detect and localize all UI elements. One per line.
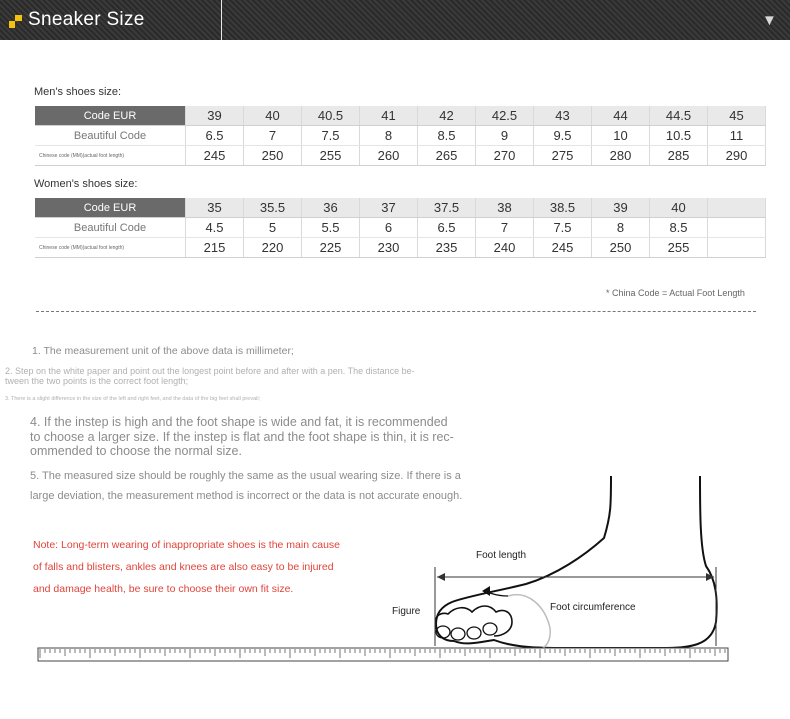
size-cell: 8.5 (650, 218, 708, 238)
size-cell: 36 (302, 198, 360, 218)
size-cell: 275 (534, 146, 592, 166)
men-size-table (35, 106, 766, 166)
tip-5: 5. The measured size should be roughly the same as the usual wearing size. If there is a large deviation, the measurement method is incorrect or the data is not accurate enough. (30, 470, 463, 502)
warning-line-3: and damage health, be sure to choose their own fit size. (33, 583, 294, 595)
size-cell: 235 (418, 238, 476, 258)
figure-label: Figure (392, 606, 421, 617)
size-cell: 255 (650, 238, 708, 258)
size-cell: 39 (186, 106, 244, 126)
size-cell: 42.5 (476, 106, 534, 126)
tip-3: 3. There is a slight difference in the size of the left and right feet, and the data of the big feet shall prevail; (5, 396, 261, 402)
size-cell: 5.5 (302, 218, 360, 238)
foot-circumference-label: Foot circumference (550, 602, 636, 613)
size-cell (708, 238, 766, 258)
size-cell: 8 (592, 218, 650, 238)
size-cell: 39 (592, 198, 650, 218)
women-size-table (35, 198, 766, 258)
size-cell: 35.5 (244, 198, 302, 218)
dashed-divider (36, 311, 756, 312)
foot-length-label: Foot length (476, 550, 527, 561)
women-section-title: Women's shoes size: (34, 178, 138, 190)
size-cell: 40.5 (302, 106, 360, 126)
size-cell: 245 (186, 146, 244, 166)
row-label-chinese: Chinese code (MM)(actual foot length) (35, 146, 186, 166)
size-cell: 11 (708, 126, 766, 146)
row-label-eur: Code EUR (35, 106, 186, 126)
row-label-eur: Code EUR (35, 198, 186, 218)
table-row (35, 238, 766, 258)
size-cell (708, 198, 766, 218)
warning-line-2: of falls and blisters, ankles and knees are also easy to be injured (33, 561, 334, 573)
size-cell: 215 (186, 238, 244, 258)
size-cell: 255 (302, 146, 360, 166)
size-cell: 9 (476, 126, 534, 146)
size-cell: 40 (244, 106, 302, 126)
header-divider (221, 0, 222, 40)
triangle-down-icon[interactable]: ▼ (762, 12, 777, 29)
size-cell: 220 (244, 238, 302, 258)
size-cell: 45 (708, 106, 766, 126)
size-cell: 7 (244, 126, 302, 146)
size-cell: 35 (186, 198, 244, 218)
size-cell: 250 (244, 146, 302, 166)
size-cell: 4.5 (186, 218, 244, 238)
tip-1: 1. The measurement unit of the above data is millimeter; (32, 345, 294, 357)
size-cell: 41 (360, 106, 418, 126)
tip-2: 2. Step on the white paper and point out the longest point before and after with a pen. The distance be- tween the two points is the correct foot length; (5, 366, 415, 386)
tip-4: 4. If the instep is high and the foot shape is wide and fat, it is recommended to choose a larger size. If the instep is flat and the foot shape is thin, it is rec- ommended to choose the normal size. (30, 415, 454, 458)
page-title: Sneaker Size (28, 9, 145, 30)
row-label-beautiful: Beautiful Code (35, 218, 186, 238)
size-cell: 240 (476, 238, 534, 258)
size-cell: 44.5 (650, 106, 708, 126)
table-row (35, 146, 766, 166)
size-cell: 6 (360, 218, 418, 238)
size-cell: 10 (592, 126, 650, 146)
size-cell: 44 (592, 106, 650, 126)
size-cell: 245 (534, 238, 592, 258)
men-section-title: Men's shoes size: (34, 86, 122, 98)
row-label-chinese: Chinese code (MM)(actual foot length) (35, 238, 186, 258)
size-cell: 8.5 (418, 126, 476, 146)
foot-measure-diagram (0, 460, 790, 714)
size-cell: 42 (418, 106, 476, 126)
size-cell: 250 (592, 238, 650, 258)
size-cell: 38.5 (534, 198, 592, 218)
row-label-beautiful: Beautiful Code (35, 126, 186, 146)
size-cell: 7.5 (302, 126, 360, 146)
size-cell: 38 (476, 198, 534, 218)
size-cell: 7 (476, 218, 534, 238)
size-cell: 260 (360, 146, 418, 166)
foot-illustration (0, 460, 790, 714)
size-cell: 10.5 (650, 126, 708, 146)
size-cell: 37.5 (418, 198, 476, 218)
size-cell: 7.5 (534, 218, 592, 238)
size-cell: 6.5 (186, 126, 244, 146)
table-row (35, 126, 766, 146)
logo-icon (9, 15, 22, 28)
size-cell: 40 (650, 198, 708, 218)
size-cell: 6.5 (418, 218, 476, 238)
table-row (35, 198, 766, 218)
table-row (35, 218, 766, 238)
size-cell: 9.5 (534, 126, 592, 146)
size-cell: 230 (360, 238, 418, 258)
size-cell (708, 218, 766, 238)
size-cell: 43 (534, 106, 592, 126)
china-code-note: * China Code = Actual Foot Length (606, 288, 745, 298)
size-cell: 290 (708, 146, 766, 166)
table-row (35, 106, 766, 126)
size-cell: 225 (302, 238, 360, 258)
size-cell: 285 (650, 146, 708, 166)
size-cell: 5 (244, 218, 302, 238)
size-cell: 280 (592, 146, 650, 166)
size-cell: 8 (360, 126, 418, 146)
warning-line-1: Note: Long-term wearing of inappropriate shoes is the main cause (33, 539, 341, 551)
page-header (0, 0, 790, 40)
size-cell: 37 (360, 198, 418, 218)
size-cell: 265 (418, 146, 476, 166)
size-cell: 270 (476, 146, 534, 166)
